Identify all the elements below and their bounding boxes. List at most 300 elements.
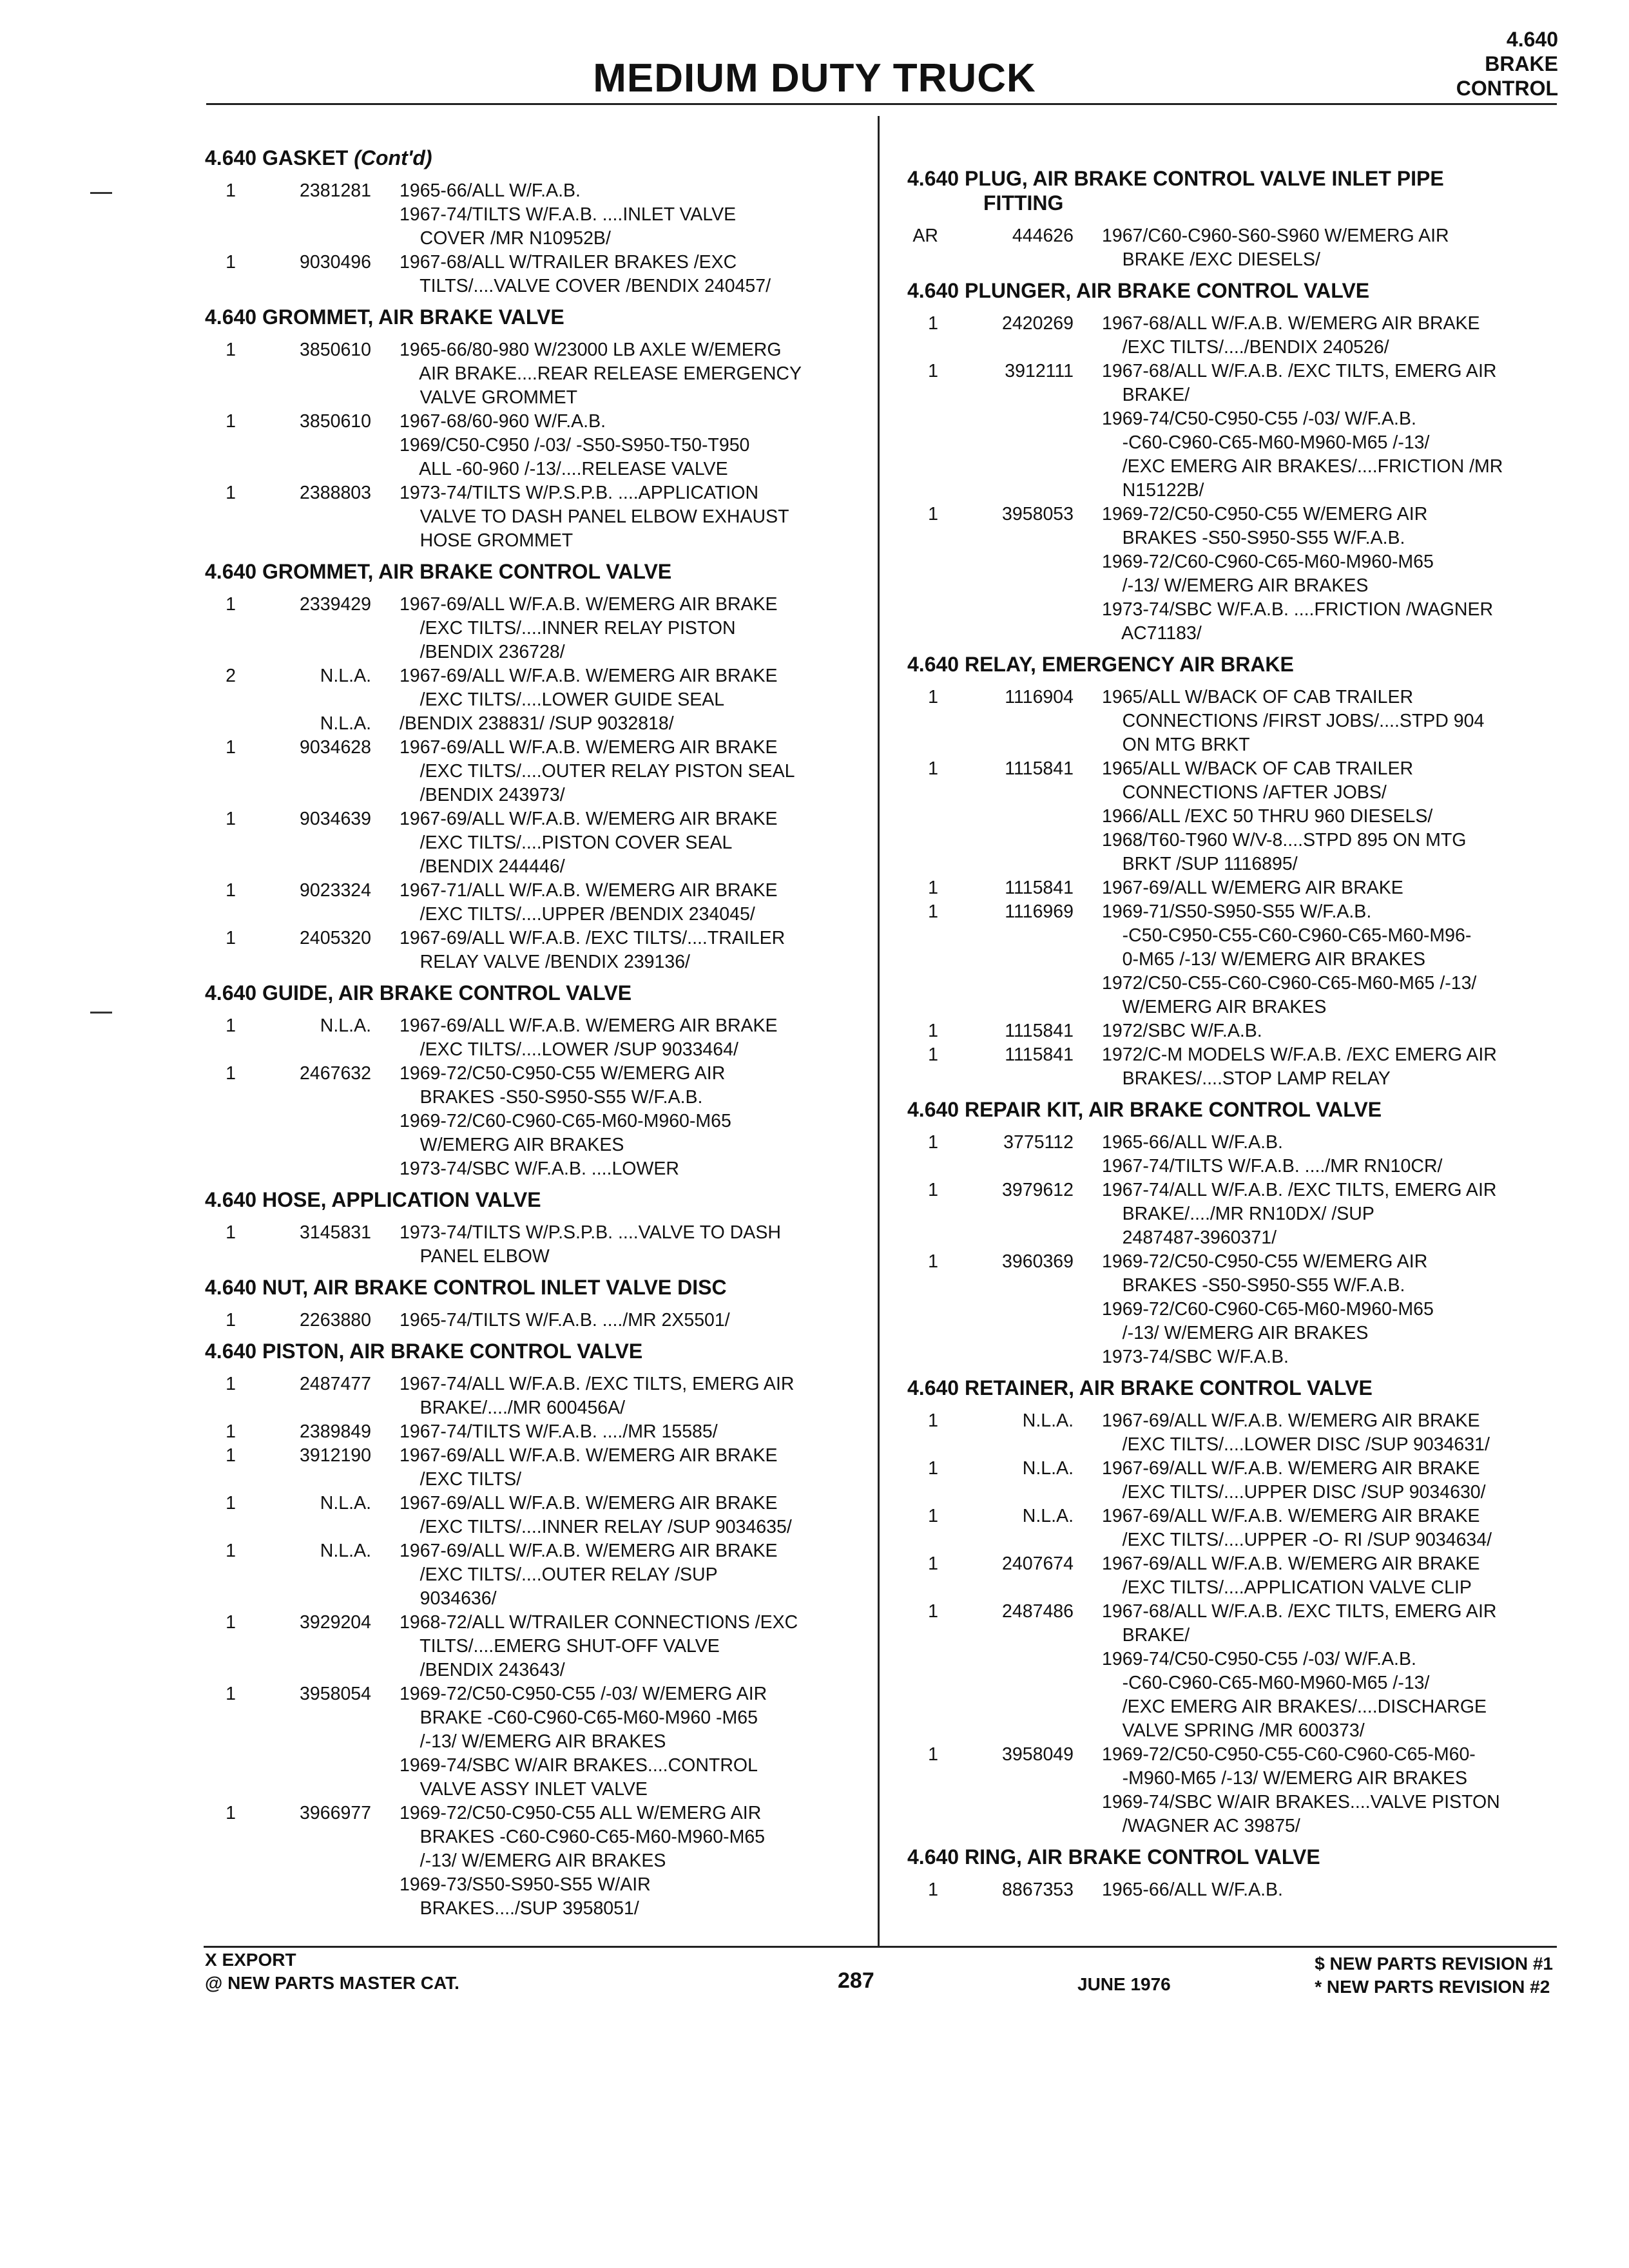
part-number: 3958049 — [1002, 1744, 1074, 1765]
application-line: BRAKE/ — [1102, 1625, 1190, 1646]
part-number: 2407674 — [1002, 1553, 1074, 1574]
parts-entry — [205, 1802, 869, 1921]
part-number: 3966977 — [300, 1803, 371, 1823]
application-line: 1967-69/ALL W/F.A.B. W/EMERG AIR BRAKE — [400, 666, 778, 686]
legend-master-cat: @ NEW PARTS MASTER CAT. — [205, 1973, 459, 1993]
parts-entry — [205, 664, 869, 712]
application-line: BRAKE/..../MR 600456A/ — [400, 1398, 626, 1418]
parts-section — [907, 166, 1558, 272]
parts-entry — [907, 360, 1558, 503]
part-number: 3912190 — [300, 1445, 371, 1466]
application-line: /EXC TILTS/....UPPER -O- RI /SUP 9034634/ — [1102, 1530, 1492, 1550]
quantity: 1 — [226, 737, 236, 758]
section-title — [907, 1845, 1558, 1869]
application-line: 1965-74/TILTS W/F.A.B. ..../MR 2X5501/ — [400, 1310, 730, 1331]
section-title-text: 4.640 REPAIR KIT, AIR BRAKE CONTROL VALVE — [907, 1098, 1382, 1121]
application-line: /EXC TILTS/....LOWER /SUP 9033464/ — [400, 1039, 738, 1060]
quantity: 1 — [226, 880, 236, 901]
part-number: N.L.A. — [320, 1015, 371, 1036]
parts-entry — [205, 1062, 869, 1181]
parts-entry — [907, 1552, 1558, 1600]
part-number: 8867353 — [1002, 1879, 1074, 1900]
application-line: HOSE GROMMET — [400, 530, 574, 551]
part-number: 1115841 — [1005, 758, 1074, 779]
parts-entry — [205, 1372, 869, 1420]
part-number: 1115841 — [1005, 1044, 1074, 1065]
section-title-text: 4.640 PLUG, AIR BRAKE CONTROL VALVE INLET PIPE — [907, 167, 1444, 190]
application-notes — [400, 179, 869, 251]
parts-section — [205, 1275, 869, 1332]
footer-legend-left — [205, 1948, 459, 1995]
quantity: 1 — [226, 1063, 236, 1084]
application-notes — [1102, 1743, 1558, 1838]
application-line: ALL -60-960 /-13/....RELEASE VALVE — [400, 459, 728, 479]
part-number: 1116969 — [1005, 901, 1074, 922]
application-line: CONNECTIONS /AFTER JOBS/ — [1102, 782, 1387, 803]
part-number: N.L.A. — [1022, 1410, 1074, 1431]
application-line: 1969-72/C50-C950-C55 W/EMERG AIR — [400, 1063, 726, 1084]
quantity: 1 — [226, 483, 236, 503]
parts-entry — [907, 1019, 1558, 1043]
parts-entry — [907, 1409, 1558, 1457]
application-line: /-13/ W/EMERG AIR BRAKES — [1102, 1323, 1369, 1343]
parts-section — [907, 1097, 1558, 1369]
application-line: 1967-69/ALL W/F.A.B. W/EMERG AIR BRAKE — [1102, 1506, 1480, 1526]
application-notes — [1102, 1131, 1558, 1178]
application-line: 9034636/ — [400, 1588, 497, 1609]
application-line: 1973-74/SBC W/F.A.B. ....LOWER — [400, 1158, 679, 1179]
section-name-line-2: CONTROL — [1456, 77, 1558, 100]
quantity: AR — [912, 226, 938, 246]
application-line: /EXC TILTS/....LOWER GUIDE SEAL — [400, 689, 725, 710]
application-line: 1969-72/C60-C960-C65-M60-M960-M65 — [1102, 552, 1434, 572]
parts-entry — [907, 1043, 1558, 1091]
application-line: /BENDIX 243643/ — [400, 1660, 565, 1680]
application-line: 1966/ALL /EXC 50 THRU 960 DIESELS/ — [1102, 806, 1433, 827]
parts-entry — [907, 1131, 1558, 1178]
application-line: 1969-74/C50-C950-C55 /-03/ W/F.A.B. — [1102, 1649, 1416, 1669]
application-notes — [1102, 1019, 1558, 1043]
application-line: 1973-74/TILTS W/P.S.P.B. ....APPLICATION — [400, 483, 759, 503]
parts-entry — [907, 1878, 1558, 1902]
quantity: 1 — [226, 411, 236, 432]
part-number: N.L.A. — [320, 713, 371, 734]
quantity: 1 — [928, 1879, 938, 1900]
application-line: AC71183/ — [1102, 623, 1202, 644]
quantity: 1 — [928, 504, 938, 524]
quantity: 1 — [226, 1541, 236, 1561]
application-line: -C60-C960-C65-M60-M960-M65 /-13/ — [1102, 1673, 1430, 1693]
parts-entry — [907, 1457, 1558, 1504]
application-line: /EXC TILTS/....UPPER DISC /SUP 9034630/ — [1102, 1482, 1486, 1503]
application-notes — [1102, 900, 1558, 1019]
section-title-text: 4.640 RELAY, EMERGENCY AIR BRAKE — [907, 653, 1294, 676]
section-title — [205, 1339, 869, 1363]
application-notes — [400, 927, 869, 974]
application-line: 1967-69/ALL W/F.A.B. W/EMERG AIR BRAKE — [400, 594, 778, 615]
application-line: TILTS/....VALVE COVER /BENDIX 240457/ — [400, 276, 771, 296]
application-line: /EXC TILTS/....PISTON COVER SEAL — [400, 832, 733, 853]
quantity: 1 — [226, 1612, 236, 1633]
section-title — [907, 652, 1558, 677]
parts-entry — [205, 1309, 869, 1332]
section-title-text: 4.640 RING, AIR BRAKE CONTROL VALVE — [907, 1845, 1320, 1869]
application-line: 1969-72/C50-C950-C55 W/EMERG AIR — [1102, 504, 1428, 524]
quantity: 1 — [226, 180, 236, 201]
application-line: 1967-74/ALL W/F.A.B. /EXC TILTS, EMERG AIR — [1102, 1180, 1497, 1200]
parts-entry — [205, 1611, 869, 1682]
application-notes — [1102, 1600, 1558, 1743]
application-line: /EXC TILTS/ — [400, 1469, 521, 1490]
application-notes — [400, 1372, 869, 1420]
part-number: N.L.A. — [1022, 1506, 1074, 1526]
application-line: 2487487-3960371/ — [1102, 1227, 1277, 1248]
section-title-text: 4.640 GUIDE, AIR BRAKE CONTROL VALVE — [205, 981, 632, 1004]
quantity: 1 — [928, 313, 938, 334]
application-notes — [400, 410, 869, 481]
header-rule — [206, 103, 1557, 105]
column-divider — [878, 116, 880, 1946]
part-number: 3912111 — [1005, 361, 1074, 381]
application-line: -M960-M65 /-13/ W/EMERG AIR BRAKES — [1102, 1768, 1467, 1789]
application-line: N15122B/ — [1102, 480, 1204, 501]
application-line: W/EMERG AIR BRAKES — [400, 1135, 624, 1155]
application-notes — [1102, 1409, 1558, 1457]
quantity: 1 — [928, 1410, 938, 1431]
application-line: BRAKES -S50-S950-S55 W/F.A.B. — [400, 1087, 703, 1108]
part-number: 2388803 — [300, 483, 371, 503]
publication-date: JUNE 1976 — [1077, 1974, 1171, 1994]
quantity: 1 — [226, 1493, 236, 1514]
section-title-text: 4.640 HOSE, APPLICATION VALVE — [205, 1188, 541, 1211]
application-line: 1967-69/ALL W/F.A.B. W/EMERG AIR BRAKE — [400, 1445, 778, 1466]
application-notes — [1102, 876, 1558, 900]
section-title — [205, 146, 869, 170]
application-line: BRAKES..../SUP 3958051/ — [400, 1898, 639, 1919]
parts-entry — [907, 1743, 1558, 1838]
application-notes — [400, 1682, 869, 1802]
part-number: N.L.A. — [1022, 1458, 1074, 1479]
section-title-text: 4.640 GROMMET, AIR BRAKE CONTROL VALVE — [205, 560, 672, 583]
application-notes — [400, 879, 869, 927]
application-line: BRAKES/....STOP LAMP RELAY — [1102, 1068, 1391, 1089]
parts-section — [205, 146, 869, 298]
parts-entry — [205, 1682, 869, 1802]
quantity: 1 — [226, 594, 236, 615]
application-line: BRAKE -C60-C960-C65-M60-M960 -M65 — [400, 1707, 758, 1728]
parts-entry — [205, 879, 869, 927]
parts-entry — [205, 712, 869, 736]
application-line: 1967-69/ALL W/F.A.B. W/EMERG AIR BRAKE — [400, 737, 778, 758]
section-title-continuation: FITTING — [983, 191, 1064, 215]
application-notes — [400, 664, 869, 712]
section-number: 4.640 — [1506, 28, 1558, 51]
application-line: BRAKE/..../MR RN10DX/ /SUP — [1102, 1204, 1374, 1224]
quantity: 1 — [928, 1553, 938, 1574]
application-line: /EXC TILTS/....OUTER RELAY PISTON SEAL — [400, 761, 795, 782]
application-line: 1967-74/ALL W/F.A.B. /EXC TILTS, EMERG AIR — [400, 1374, 795, 1394]
quantity: 1 — [226, 1222, 236, 1243]
application-line: /BENDIX 236728/ — [400, 642, 565, 662]
part-number: 9023324 — [300, 880, 371, 901]
application-line: TILTS/....EMERG SHUT-OFF VALVE — [400, 1636, 720, 1657]
application-line: BRAKE/ — [1102, 385, 1190, 405]
application-line: 1973-74/SBC W/F.A.B. ....FRICTION /WAGNER — [1102, 599, 1494, 620]
application-line: W/EMERG AIR BRAKES — [1102, 997, 1327, 1017]
application-line: /-13/ W/EMERG AIR BRAKES — [400, 1850, 666, 1871]
parts-section — [907, 652, 1558, 1091]
application-line: /EXC TILTS/....INNER RELAY /SUP 9034635/ — [400, 1517, 792, 1537]
application-line: VALVE GROMMET — [400, 387, 578, 408]
part-number: 9030496 — [300, 252, 371, 273]
application-line: 1967-68/ALL W/TRAILER BRAKES /EXC — [400, 252, 737, 273]
application-line: /-13/ W/EMERG AIR BRAKES — [400, 1731, 666, 1752]
quantity: 1 — [928, 1506, 938, 1526]
section-title-text: 4.640 GASKET — [205, 146, 349, 169]
application-notes — [1102, 1178, 1558, 1250]
quantity: 1 — [226, 1445, 236, 1466]
application-line: BRAKES -S50-S950-S55 W/F.A.B. — [1102, 1275, 1405, 1296]
parts-section — [205, 981, 869, 1181]
application-line: 1967-74/TILTS W/F.A.B. ....INLET VALVE — [400, 204, 737, 225]
application-line: 1969-72/C50-C950-C55 /-03/ W/EMERG AIR — [400, 1684, 767, 1704]
application-line: -C50-C950-C55-C60-C960-C65-M60-M96- — [1102, 925, 1472, 946]
parts-entry — [907, 686, 1558, 757]
parts-section — [907, 1845, 1558, 1902]
section-code — [1456, 27, 1558, 101]
quantity: 1 — [928, 1132, 938, 1153]
parts-entry — [205, 593, 869, 664]
quantity: 1 — [928, 1601, 938, 1622]
legend-export: X EXPORT — [205, 1950, 296, 1970]
application-line: 1967-74/TILTS W/F.A.B. ..../MR RN10CR/ — [1102, 1156, 1443, 1177]
application-line: 1972/C-M MODELS W/F.A.B. /EXC EMERG AIR — [1102, 1044, 1497, 1065]
quantity: 1 — [226, 809, 236, 829]
quantity: 1 — [226, 1421, 236, 1442]
application-line: 1965-66/ALL W/F.A.B. — [400, 180, 581, 201]
parts-entry — [205, 1420, 869, 1444]
section-title — [205, 1187, 869, 1212]
left-column — [205, 143, 869, 1927]
part-number: 444626 — [1012, 226, 1074, 246]
part-number: 1115841 — [1005, 878, 1074, 898]
parts-entry — [907, 224, 1558, 272]
application-line: 1968/T60-T960 W/V-8....STPD 895 ON MTG — [1102, 830, 1467, 850]
application-notes — [1102, 503, 1558, 646]
application-line: 1973-74/SBC W/F.A.B. — [1102, 1347, 1289, 1367]
application-line: 1969-72/C60-C960-C65-M60-M960-M65 — [400, 1111, 731, 1131]
parts-entry — [205, 410, 869, 481]
application-notes — [1102, 1552, 1558, 1600]
parts-entry — [907, 1250, 1558, 1369]
application-line: 1969/C50-C950 /-03/ -S50-S950-T50-T950 — [400, 435, 750, 456]
footer-rule — [204, 1946, 1557, 1948]
application-line: /EXC TILTS/....LOWER DISC /SUP 9034631/ — [1102, 1434, 1490, 1455]
parts-entry — [205, 179, 869, 251]
application-line: 1967-69/ALL W/F.A.B. W/EMERG AIR BRAKE — [1102, 1458, 1480, 1479]
application-line: 1967-69/ALL W/EMERG AIR BRAKE — [1102, 878, 1403, 898]
parts-entry — [907, 312, 1558, 360]
quantity: 1 — [226, 1803, 236, 1823]
parts-entry — [907, 1600, 1558, 1743]
parts-entry — [205, 1539, 869, 1611]
application-line: 1967/C60-C960-S60-S960 W/EMERG AIR — [1102, 226, 1449, 246]
section-title — [205, 981, 869, 1005]
application-line: 1967-68/ALL W/F.A.B. /EXC TILTS, EMERG AIR — [1102, 361, 1497, 381]
application-line: 1967-74/TILTS W/F.A.B. ..../MR 15585/ — [400, 1421, 718, 1442]
section-title-text: 4.640 NUT, AIR BRAKE CONTROL INLET VALVE DISC — [205, 1276, 727, 1299]
part-number: 9034639 — [300, 809, 371, 829]
parts-entry — [907, 1178, 1558, 1250]
legend-revision-2: * NEW PARTS REVISION #2 — [1315, 1977, 1550, 1997]
application-line: BRKT /SUP 1116895/ — [1102, 854, 1298, 874]
part-number: 3850610 — [300, 340, 371, 360]
quantity: 1 — [928, 1251, 938, 1272]
part-number: 3850610 — [300, 411, 371, 432]
application-line: /EXC TILTS/....INNER RELAY PISTON — [400, 618, 736, 639]
part-number: 2339429 — [300, 594, 371, 615]
part-number: 1116904 — [1005, 687, 1074, 707]
application-line: /EXC EMERG AIR BRAKES/....DISCHARGE — [1102, 1696, 1487, 1717]
application-notes — [400, 1062, 869, 1181]
application-line: 1967-69/ALL W/F.A.B. W/EMERG AIR BRAKE — [400, 1493, 778, 1514]
application-line: 1967-69/ALL W/F.A.B. W/EMERG AIR BRAKE — [400, 809, 778, 829]
margin-mark — [90, 192, 112, 194]
parts-entry — [205, 927, 869, 974]
application-line: 1967-69/ALL W/F.A.B. /EXC TILTS/....TRAILER — [400, 928, 786, 948]
application-line: COVER /MR N10952B/ — [400, 228, 611, 249]
application-line: 1969-74/C50-C950-C55 /-03/ W/F.A.B. — [1102, 408, 1416, 429]
application-line: ON MTG BRKT — [1102, 735, 1250, 755]
part-number: 3145831 — [300, 1222, 371, 1243]
application-notes — [1102, 757, 1558, 876]
application-notes — [1102, 1250, 1558, 1369]
section-title-text: 4.640 RETAINER, AIR BRAKE CONTROL VALVE — [907, 1376, 1373, 1399]
part-number: 3958054 — [300, 1684, 371, 1704]
parts-entry — [205, 338, 869, 410]
parts-section — [205, 1339, 869, 1921]
part-number: 2405320 — [300, 928, 371, 948]
application-line: 1967-69/ALL W/F.A.B. W/EMERG AIR BRAKE — [400, 1015, 778, 1036]
application-line: VALVE SPRING /MR 600373/ — [1102, 1720, 1365, 1741]
application-line: BRAKE /EXC DIESELS/ — [1102, 249, 1320, 270]
application-notes — [400, 807, 869, 879]
application-notes — [400, 736, 869, 807]
application-line: 1965-66/80-980 W/23000 LB AXLE W/EMERG — [400, 340, 782, 360]
section-title — [907, 1097, 1558, 1122]
application-line: /EXC TILTS/....APPLICATION VALVE CLIP — [1102, 1577, 1472, 1598]
application-line: 1969-71/S50-S950-S55 W/F.A.B. — [1102, 901, 1372, 922]
application-notes — [400, 481, 869, 553]
application-notes — [400, 1221, 869, 1269]
application-notes — [400, 251, 869, 298]
application-line: /EXC TILTS/....OUTER RELAY /SUP — [400, 1564, 718, 1585]
application-notes — [400, 1611, 869, 1682]
application-line: /EXC TILTS/..../BENDIX 240526/ — [1102, 337, 1389, 358]
quantity: 1 — [928, 1021, 938, 1041]
application-notes — [400, 1802, 869, 1921]
section-title — [205, 305, 869, 329]
quantity: 1 — [928, 878, 938, 898]
parts-entry — [907, 757, 1558, 876]
part-number: 2487477 — [300, 1374, 371, 1394]
application-notes — [400, 1444, 869, 1492]
application-line: 1969-74/SBC W/AIR BRAKES....CONTROL — [400, 1755, 758, 1776]
application-notes — [400, 593, 869, 664]
section-title-text: 4.640 GROMMET, AIR BRAKE VALVE — [205, 305, 564, 329]
application-line: 1967-69/ALL W/F.A.B. W/EMERG AIR BRAKE — [1102, 1410, 1480, 1431]
parts-section — [907, 1376, 1558, 1838]
application-line: 0-M65 /-13/ W/EMERG AIR BRAKES — [1102, 949, 1426, 970]
application-line: 1967-69/ALL W/F.A.B. W/EMERG AIR BRAKE — [400, 1541, 778, 1561]
application-notes — [1102, 1457, 1558, 1504]
parts-entry — [205, 736, 869, 807]
page-number: 287 — [838, 1968, 874, 1993]
part-number: 2389849 — [300, 1421, 371, 1442]
application-notes — [400, 712, 869, 736]
application-line: /BENDIX 238831/ /SUP 9032818/ — [400, 713, 674, 734]
application-line: 1972/C50-C55-C60-C960-C65-M60-M65 /-13/ — [1102, 973, 1477, 994]
part-number: N.L.A. — [320, 1493, 371, 1514]
application-line: AIR BRAKE....REAR RELEASE EMERGENCY — [400, 363, 802, 384]
application-line: 1969-72/C50-C950-C55 W/EMERG AIR — [1102, 1251, 1428, 1272]
part-number: N.L.A. — [320, 666, 371, 686]
parts-entry — [205, 807, 869, 879]
section-title — [205, 1275, 869, 1300]
part-number: 3960369 — [1002, 1251, 1074, 1272]
quantity: 1 — [226, 1015, 236, 1036]
application-line: /BENDIX 244446/ — [400, 856, 565, 877]
application-line: /-13/ W/EMERG AIR BRAKES — [1102, 575, 1369, 596]
quantity: 1 — [226, 1374, 236, 1394]
application-notes — [1102, 1043, 1558, 1091]
application-notes — [1102, 360, 1558, 503]
application-line: 1967-69/ALL W/F.A.B. W/EMERG AIR BRAKE — [1102, 1553, 1480, 1574]
part-number: 2420269 — [1002, 313, 1074, 334]
application-notes — [400, 1309, 869, 1332]
legend-revision-1: $ NEW PARTS REVISION #1 — [1315, 1954, 1553, 1974]
page-title: MEDIUM DUTY TRUCK — [593, 56, 1036, 101]
section-title — [205, 559, 869, 584]
application-line: 1969-74/SBC W/AIR BRAKES....VALVE PISTON — [1102, 1792, 1500, 1812]
application-line: /BENDIX 243973/ — [400, 785, 565, 805]
quantity: 1 — [928, 687, 938, 707]
margin-mark — [90, 1012, 112, 1014]
application-notes — [1102, 312, 1558, 360]
continued-label: (Cont'd) — [354, 146, 432, 169]
application-notes — [400, 1014, 869, 1062]
application-line: PANEL ELBOW — [400, 1246, 550, 1267]
quantity: 1 — [226, 1684, 236, 1704]
parts-entry — [205, 1221, 869, 1269]
application-line: 1972/SBC W/F.A.B. — [1102, 1021, 1262, 1041]
application-line: VALVE ASSY INLET VALVE — [400, 1779, 648, 1800]
application-line: 1969-72/C60-C960-C65-M60-M960-M65 — [1102, 1299, 1434, 1320]
parts-entry — [907, 900, 1558, 1019]
application-line: 1969-73/S50-S950-S55 W/AIR — [400, 1874, 651, 1895]
quantity: 1 — [226, 340, 236, 360]
parts-entry — [205, 251, 869, 298]
application-notes — [1102, 686, 1558, 757]
application-line: 1967-71/ALL W/F.A.B. W/EMERG AIR BRAKE — [400, 880, 778, 901]
application-notes — [400, 1492, 869, 1539]
part-number: N.L.A. — [320, 1541, 371, 1561]
part-number: 3958053 — [1002, 504, 1074, 524]
part-number: 2467632 — [300, 1063, 371, 1084]
quantity: 1 — [928, 1180, 938, 1200]
quantity: 1 — [928, 758, 938, 779]
quantity: 1 — [226, 1310, 236, 1331]
